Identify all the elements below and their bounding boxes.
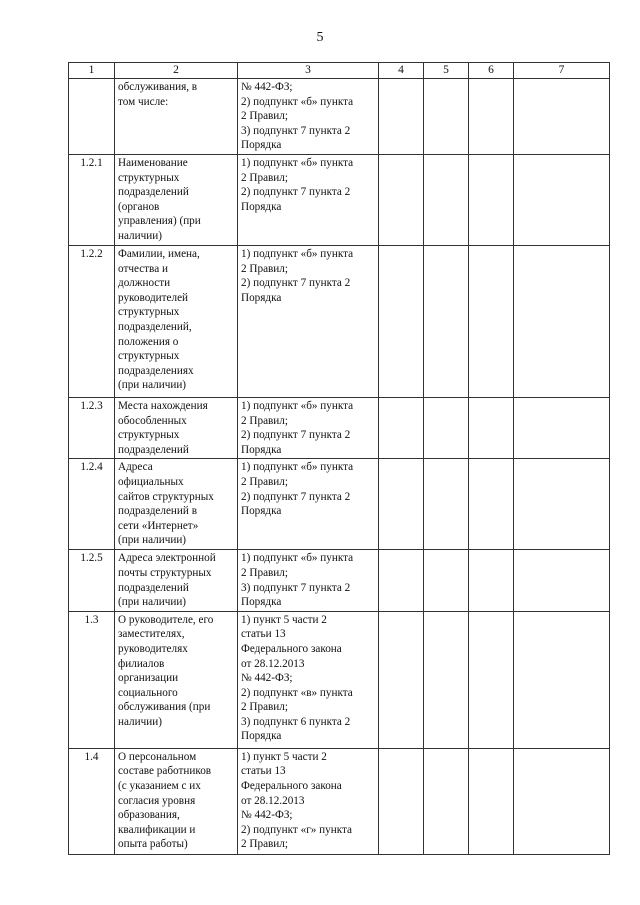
empty-cell (469, 459, 514, 550)
row-number (69, 79, 115, 155)
column-header-2: 2 (115, 63, 238, 79)
column-header-6: 6 (469, 63, 514, 79)
empty-cell (379, 611, 424, 748)
row-number: 1.2.5 (69, 550, 115, 611)
row-legal-source: № 442-ФЗ; 2) подпункт «б» пункта 2 Правил; 3) подпункт 7 пункта 2 Порядка (238, 79, 379, 155)
empty-cell (379, 748, 424, 854)
empty-cell (514, 397, 610, 458)
empty-cell (379, 245, 424, 397)
empty-cell (514, 550, 610, 611)
empty-cell (514, 245, 610, 397)
row-number: 1.2.2 (69, 245, 115, 397)
empty-cell (424, 79, 469, 155)
row-item-name: Фамилии, имена, отчества и должности руководителей структурных подразделений, положения о структурных подразделениях (при наличии) (115, 245, 238, 397)
empty-cell (514, 79, 610, 155)
table-row (69, 245, 610, 397)
table-row (69, 550, 610, 611)
empty-cell (379, 550, 424, 611)
empty-cell (469, 79, 514, 155)
row-item-name: Адреса электронной почты структурных подразделений (при наличии) (115, 550, 238, 611)
row-item-name: Адреса официальных сайтов структурных подразделений в сети «Интернет» (при наличии) (115, 459, 238, 550)
table-row (69, 79, 610, 155)
row-item-name: О руководителе, его заместителях, руководителях филиалов организации социального обслуживания (при наличии) (115, 611, 238, 748)
empty-cell (424, 245, 469, 397)
empty-cell (469, 611, 514, 748)
column-header-5: 5 (424, 63, 469, 79)
empty-cell (379, 459, 424, 550)
table-row (69, 459, 610, 550)
row-item-name: О персональном составе работников (с указанием с их согласия уровня образования, квалификации и опыта работы) (115, 748, 238, 854)
page-number: 5 (316, 30, 324, 45)
row-number: 1.4 (69, 748, 115, 854)
empty-cell (469, 748, 514, 854)
empty-cell (424, 611, 469, 748)
empty-cell (469, 397, 514, 458)
table-row (69, 397, 610, 458)
empty-cell (424, 550, 469, 611)
table-row (69, 154, 610, 245)
empty-cell (424, 397, 469, 458)
column-header-7: 7 (514, 63, 610, 79)
empty-cell (469, 245, 514, 397)
empty-cell (514, 611, 610, 748)
row-item-name: Места нахождения обособленных структурных подразделений (115, 397, 238, 458)
row-number: 1.3 (69, 611, 115, 748)
empty-cell (424, 748, 469, 854)
empty-cell (514, 459, 610, 550)
empty-cell (379, 79, 424, 155)
row-legal-source: 1) пункт 5 части 2 статьи 13 Федерального закона от 28.12.2013 № 442-ФЗ; 2) подпункт «г» пункта 2 Правил; (238, 748, 379, 854)
empty-cell (514, 748, 610, 854)
row-number: 1.2.3 (69, 397, 115, 458)
empty-cell (424, 459, 469, 550)
empty-cell (469, 550, 514, 611)
row-legal-source: 1) подпункт «б» пункта 2 Правил; 2) подпункт 7 пункта 2 Порядка (238, 154, 379, 245)
row-legal-source: 1) подпункт «б» пункта 2 Правил; 2) подпункт 7 пункта 2 Порядка (238, 245, 379, 397)
row-number: 1.2.4 (69, 459, 115, 550)
requirements-table (68, 62, 610, 855)
empty-cell (469, 154, 514, 245)
row-legal-source: 1) подпункт «б» пункта 2 Правил; 2) подпункт 7 пункта 2 Порядка (238, 459, 379, 550)
empty-cell (424, 154, 469, 245)
empty-cell (514, 154, 610, 245)
column-header-1: 1 (69, 63, 115, 79)
row-legal-source: 1) подпункт «б» пункта 2 Правил; 2) подпункт 7 пункта 2 Порядка (238, 397, 379, 458)
row-legal-source: 1) подпункт «б» пункта 2 Правил; 3) подпункт 7 пункта 2 Порядка (238, 550, 379, 611)
table-row (69, 611, 610, 748)
column-header-3: 3 (238, 63, 379, 79)
row-number: 1.2.1 (69, 154, 115, 245)
row-item-name: обслуживания, в том числе: (115, 79, 238, 155)
row-item-name: Наименование структурных подразделений (органов управления) (при наличии) (115, 154, 238, 245)
table-row (69, 748, 610, 854)
row-legal-source: 1) пункт 5 части 2 статьи 13 Федерального закона от 28.12.2013 № 442-ФЗ; 2) подпункт «в» пункта 2 Правил; 3) подпункт 6 пункта 2 Порядка (238, 611, 379, 748)
column-header-4: 4 (379, 63, 424, 79)
empty-cell (379, 154, 424, 245)
empty-cell (379, 397, 424, 458)
table-header-row (69, 63, 610, 79)
